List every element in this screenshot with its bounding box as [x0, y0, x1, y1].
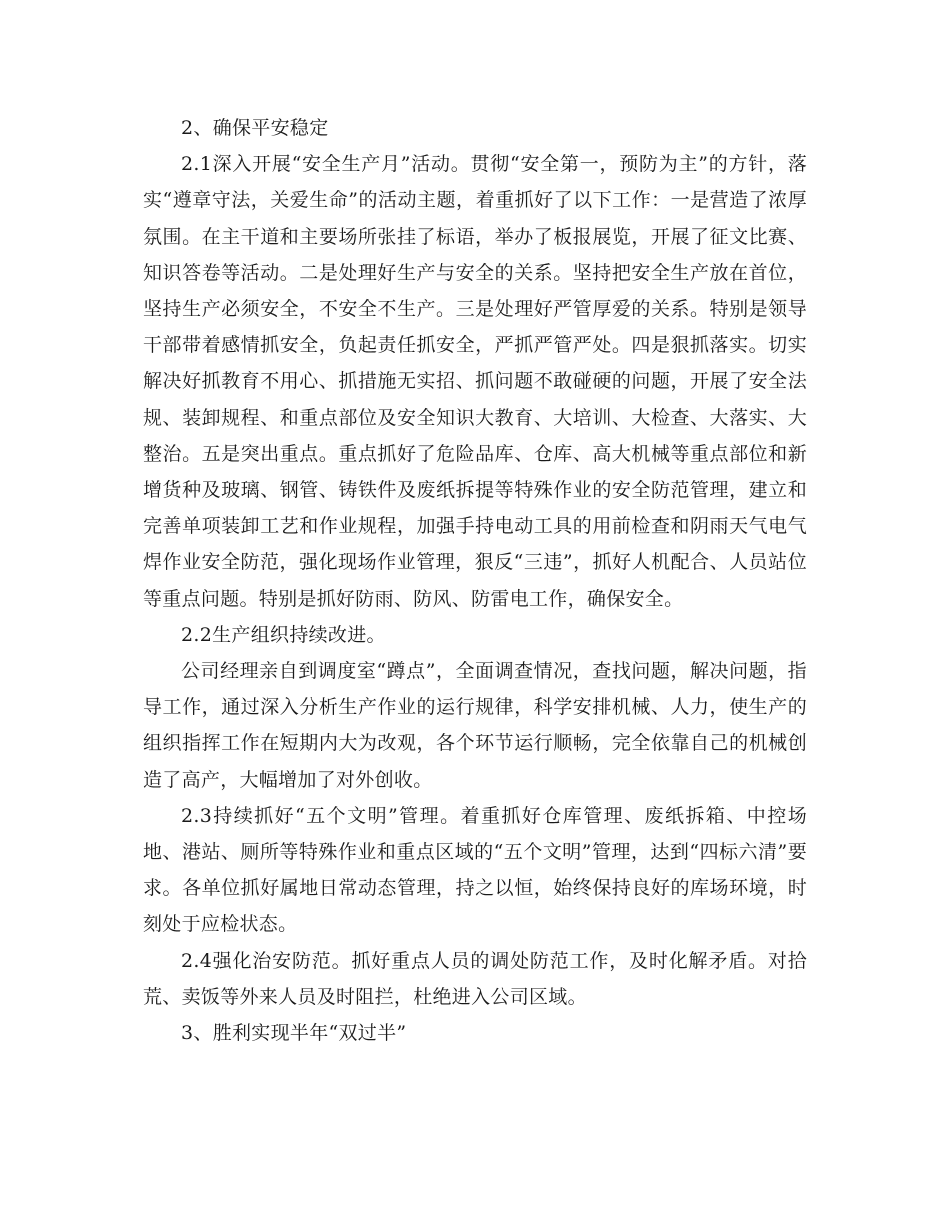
section-heading-2: 2、确保平安稳定 [181, 117, 329, 139]
paragraph-2-1: 2.1深入开展“安全生产月”活动。贯彻“安全第一，预防为主”的方针，落实“遵章守法，关爱生命”的活动主题，着重抓好了以下工作：一是营造了浓厚氛围。在主干道和主要场所张挂了标语，举办了板报展览，开展了征文比赛、知识答卷等活动。二是处理好生产与安全的关系。坚持把安全生产放在首位，坚持生产必须安全，不安全不生产。三是处理好严管厚爱的关系。特别是领导干部带着感情抓安全，负起责任抓安全，严抓严管严处。四是狠抓落实。切实解决好抓教育不用心、抓措施无实招、抓问题不敢碰硬的问题，开展了安全法规、装卸规程、和重点部位及安全知识大教育、大培训、大检查、大落实、大整治。五是突出重点。重点抓好了危险品库、仓库、高大机械等重点部位和新增货种及玻璃、钢管、铸铁件及废纸拆提等特殊作业的安全防范管理，建立和完善单项装卸工艺和作业规程，加强手持电动工具的用前检查和阴雨天气电气焊作业安全防范，强化现场作业管理，狠反“三违”，抓好人机配合、人员站位等重点问题。特别是抓好防雨、防风、防雷电工作，确保安全。 [143, 153, 807, 610]
paragraph-2-2-body: 公司经理亲自到调度室“蹲点”，全面调查情况，查找问题，解决问题，指导工作，通过深入分析生产作业的运行规律，科学安排机械、人力，使生产的组织指挥工作在短期内大为改观，各个环节运行顺畅，完全依靠自己的机械创造了高产，大幅增加了对外创收。 [143, 660, 807, 791]
section-heading-3: 3、胜利实现半年“双过半” [181, 1022, 407, 1045]
subsection-heading-2-2: 2.2生产组织持续改进。 [181, 623, 386, 646]
paragraph-2-3: 2.3持续抓好“五个文明”管理。着重抓好仓库管理、废纸拆箱、中控场地、港站、厕所等特殊作业和重点区域的“五个文明”管理，达到“四标六清”要求。各单位抓好属地日常动态管理，持之以恒，始终保持良好的库场环境，时刻处于应检状态。 [143, 804, 807, 936]
document-body [143, 110, 807, 1051]
paragraph-2-4: 2.4强化治安防范。抓好重点人员的调处防范工作，及时化解矛盾。对拾荒、卖饭等外来人员及时阻拦，杜绝进入公司区域。 [143, 949, 807, 1008]
